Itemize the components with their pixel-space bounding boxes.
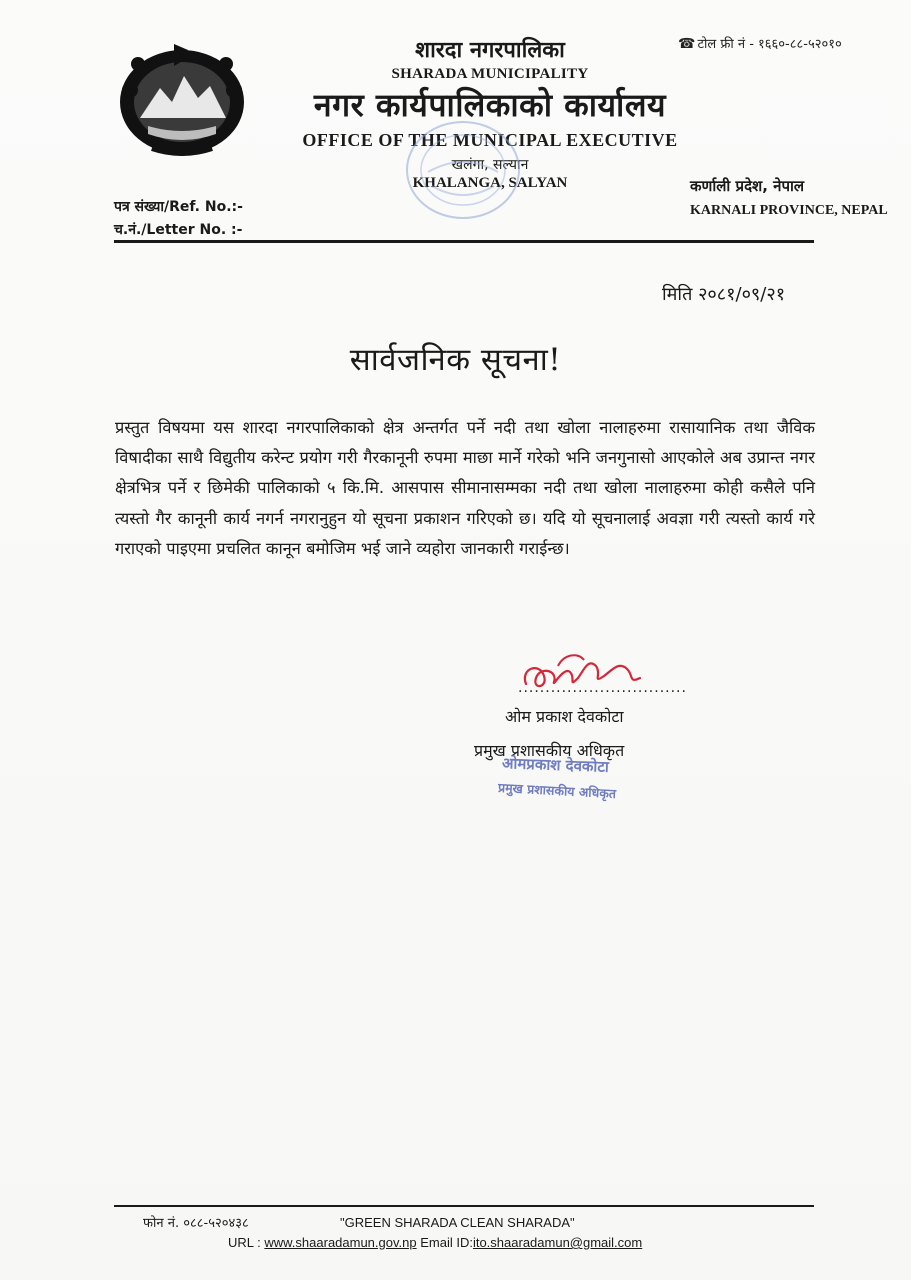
footer-divider [114,1205,814,1207]
office-stamp-icon [398,112,528,227]
signatory-stamp-name: ओमप्रकाश देवकोटा [501,754,610,776]
footer-slogan: "GREEN SHARADA CLEAN SHARADA" [340,1215,575,1230]
office-name-np: नगर कार्यपालिकाको कार्यालय [313,86,667,124]
office-name-en: OFFICE OF THE MUNICIPAL EXECUTIVE [302,130,678,150]
signature-line: ............................... [518,680,687,696]
header-divider [114,240,814,243]
notice-date: मिति २०८१/०९/२१ [662,284,786,305]
municipality-name-np: शारदा नगरपालिका [415,37,565,63]
notice-body: प्रस्तुत विषयमा यस शारदा नगरपालिकाको क्षेत्र अन्तर्गत पर्ने नदी तथा खोला नालाहरुमा रासायानिक तथा जैविक विषादीका साथै विद्युतीय करेन्ट प्रयोग गरी गैरकानूनी रुपमा माछा मार्ने गरेको भनि जनगुनासो आएकोले अब उप्रान्त नगर क्षेत्रभित्र पर्ने र छिमेकी पालिकाको ५ कि.मि. आसपास सीमानासम्मका नदी तथा खोला नालाहरुमा कोही कसैले पनि त्यस्तो गैर कानूनी कार्य नगर्न नगरानुहुन यो सूचना प्रकाशन गरिएको छ। यदि यो सूचनालाई अवज्ञा गरी त्यस्तो कार्य गरे गराएको पाइएमा प्रचलित कानून बमोजिम भई जाने व्यहोरा जानकारी गराईन्छ। [115,418,815,558]
municipality-name-en: SHARADA MUNICIPALITY [391,66,589,82]
website-link[interactable]: www.shaaradamun.gov.np [264,1235,417,1250]
toll-free-number [678,34,842,52]
footer-contact [228,1235,642,1250]
address-en: KHALANGA, SALYAN [412,175,568,191]
signatory-stamp-title: प्रमुख प्रशासकीय अधिकृत [497,779,617,802]
notice-heading: सार्वजनिक सूचना! [349,342,562,378]
telephone-icon: ☎ [678,36,696,52]
footer-phone: फोन नं. ०८८-५२०४३८ [143,1216,249,1231]
address-np: खलंगा, सल्यान [451,157,529,173]
province-np: कर्णाली प्रदेश, नेपाल [690,177,805,195]
letter-number-label: च.नं./Letter No. :- [114,222,243,238]
email-label: Email ID: [416,1235,473,1250]
ref-number-label: पत्र संख्या/Ref. No.:- [114,199,243,215]
email-link[interactable]: ito.shaaradamun@gmail.com [472,1235,643,1250]
nepal-emblem-icon [112,36,252,156]
signatory-name: ओम प्रकाश देवकोटा [505,707,624,726]
toll-free-text: टोल फ्री नं - १६६०-८८-५२०१० [697,37,842,52]
province-en: KARNALI PROVINCE, NEPAL [690,203,888,218]
signatory-title: प्रमुख प्रशासकीय अधिकृत [474,741,625,760]
url-label: URL : [228,1235,265,1250]
